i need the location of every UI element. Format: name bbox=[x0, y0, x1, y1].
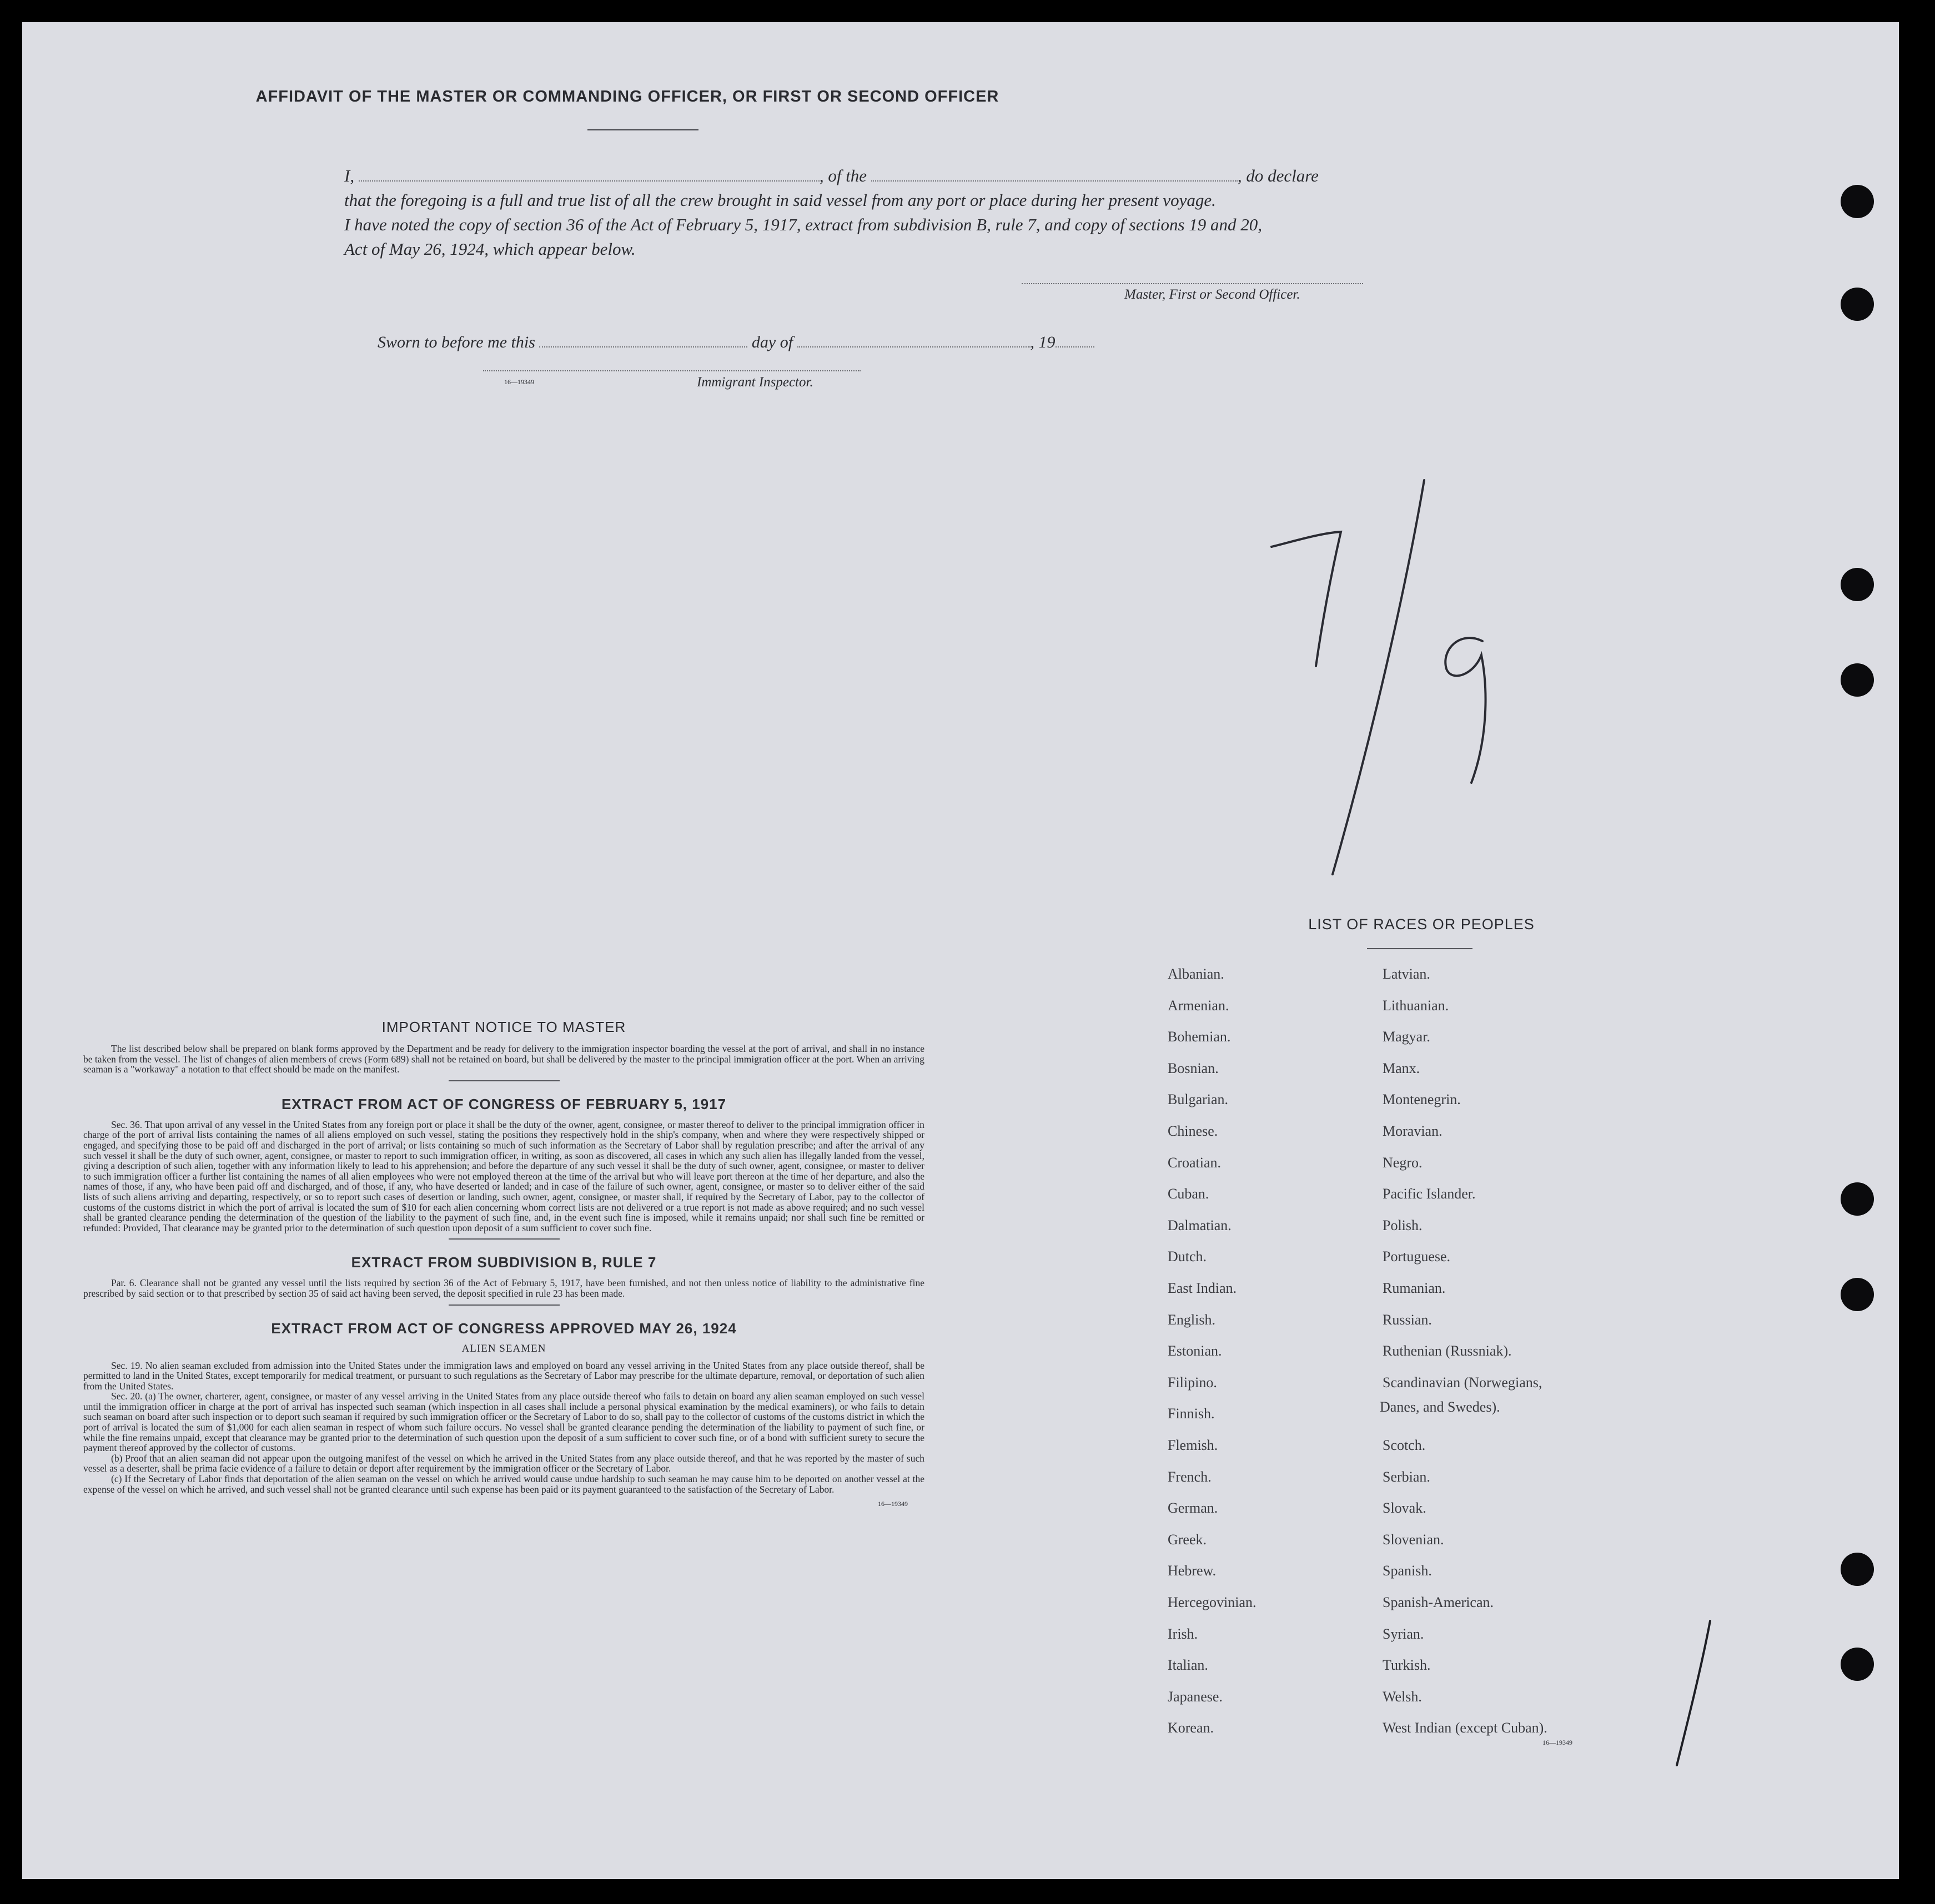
race-item: Pacific Islander. bbox=[1383, 1186, 1476, 1202]
inspector-signature-line[interactable] bbox=[483, 370, 861, 371]
punch-hole bbox=[1841, 1278, 1874, 1311]
race-item: Irish. bbox=[1168, 1626, 1198, 1642]
sec20c-text: (c) If the Secretary of Labor finds that deportation of the alien seaman on the vessel on which he arrived would cause undue hardship to such seaman he may cause him to be deported on another vessel at the expense of the vessel on which he arrived, and such vessel shall not be granted clearance until such expense has been paid or its payment guaranteed to the satisfaction of the Secretary of Labor. bbox=[83, 1473, 924, 1495]
race-item: Albanian. bbox=[1168, 966, 1224, 982]
race-item: Croatian. bbox=[1168, 1155, 1222, 1171]
race-item: Hebrew. bbox=[1168, 1563, 1217, 1579]
race-item: Slovak. bbox=[1383, 1500, 1426, 1516]
race-item: East Indian. bbox=[1168, 1280, 1237, 1296]
extract-form-number: 16—19349 bbox=[878, 1500, 908, 1508]
race-item: Dutch. bbox=[1168, 1248, 1207, 1265]
extract-1917-text: Sec. 36. That upon arrival of any vessel in the United States from any foreign port or place it shall be the duty of the owner, agent, consignee, or master thereof to deliver to the principal immigration officer in charge of the port of arrival lists containing the names of all aliens employed on such vessel, stating the positions they respectively hold in the ship's company, when and where they were respectively shipped or engaged, and specifying those to be paid off and discharged in the port of arrival; or lists containing so much of such information as the Secretary of Labor shall by regulation prescribe; and after the arrival of any such vessel it shall be the duty of such owner, agent, consignee, or master to report to such immigration officer, in writing, as soon as discovered, all cases in which any such alien has illegally landed from the vessel, giving a description of such alien, together with any information likely to lead to his apprehension; and before the departure of any such vessel it shall be the duty of such owner, agent, consignee, or master to deliver to such immigration officer a further list containing the names of all alien employees who were not employed thereon at the time of the arrival but who will leave port thereon at the time of her departure, and also the names of those, if any, who have been paid off and discharged, and of those, if any, who have deserted or landed; and in case of the failure of such owner, agent, consignee, or master so to deliver either of the said lists of such aliens arriving and departing, respectively, or so to report such cases of desertion or landing, such owner, agent, consignee, or master shall, if required by the Secretary of Labor, pay to the collector of customs of the customs district in which the port of arrival is located the sum of $10 for each alien concerning whom correct lists are not delivered or a true report is not made as above required; and no such vessel shall be granted clearance pending the determination of the question of the liability to the payment of such fine, and, in the event such fine is imposed, while it remains unpaid; nor shall such fine be remitted or refunded: Provided, That clearance may be granted prior to the determination of such question upon deposit of a sum sufficient to cover such fine. bbox=[83, 1119, 924, 1233]
divider bbox=[449, 1238, 560, 1240]
race-item: Serbian. bbox=[1383, 1469, 1430, 1485]
punch-hole bbox=[1841, 1182, 1874, 1216]
sworn-month-field[interactable] bbox=[797, 335, 1031, 347]
race-item: Japanese. bbox=[1168, 1689, 1223, 1705]
handwritten-fraction bbox=[1249, 450, 1527, 883]
punch-hole bbox=[1841, 663, 1874, 697]
punch-hole bbox=[1841, 568, 1874, 601]
declaration-text bbox=[344, 164, 1408, 261]
race-item: French. bbox=[1168, 1469, 1212, 1485]
sec20a-text: Sec. 20. (a) The owner, charterer, agent, consignee, or master of any vessel arriving in the United States from any place outside thereof who fails to detain on board any alien seaman employed on such vessel until the immigration officer in charge at the port of arrival has inspected such seaman (which inspection in all cases shall include a personal physical examination by the medical examiners), or who fails to detain such seaman on board after such inspection or to deport such seaman if required by such immigration officer or the Secretary of Labor to do so, shall pay to the collector of customs of the customs district in which the port of arrival is located the sum of $1,000 for each alien seaman in respect of whom such failure occurs. No vessel shall be granted clearance pending the determination of the liability to payment of such fine, or while the fine remains unpaid, except that clearance may be granted prior to the determination of such question upon the deposit of a sum sufficient to cover such fine, or of a bond with sufficient surety to secure the payment thereof approved by the collector of customs. bbox=[83, 1391, 924, 1454]
extract-rule7-text: Par. 6. Clearance shall not be granted any vessel until the lists required by section 36 of the Act of February 5, 1917, have been furnished, and not then unless notice of liability to the administrative fine prescribed by said section or to that prescribed by section 35 of said act having been served, the deposit specified in rule 23 has been made. bbox=[83, 1277, 924, 1299]
race-item: Magyar. bbox=[1383, 1029, 1430, 1045]
declaration-line-1: I, , of the , do declare bbox=[344, 166, 1319, 185]
punch-hole bbox=[1841, 185, 1874, 218]
race-item: Spanish. bbox=[1383, 1563, 1432, 1579]
race-item: Korean. bbox=[1168, 1720, 1214, 1736]
race-item: Russian. bbox=[1383, 1312, 1432, 1328]
sec19-text: Sec. 19. No alien seaman excluded from admission into the United States under the immigration laws and employed on board any vessel arriving in the United States from any place outside thereof, shall be permitted to land in the United States, except temporarily for medical treatment, or pursuant to such regulations as the Secretary of Labor may prescribe for the ultimate departure, removal, or deportation of such alien from the United States. bbox=[83, 1359, 924, 1392]
race-item: Dalmatian. bbox=[1168, 1217, 1232, 1233]
officer-name-field[interactable] bbox=[359, 168, 820, 182]
extract-1924-title: EXTRACT FROM ACT OF CONGRESS APPROVED MAY 26, 1924 bbox=[271, 1319, 737, 1337]
race-item: Turkish. bbox=[1383, 1657, 1431, 1673]
race-item: Scandinavian (Norwegians, bbox=[1383, 1374, 1542, 1391]
punch-hole bbox=[1841, 1553, 1874, 1586]
race-item: Syrian. bbox=[1383, 1626, 1424, 1642]
sworn-line: Sworn to before me this day of , 19 bbox=[378, 333, 1094, 352]
race-item: Spanish-American. bbox=[1383, 1594, 1494, 1610]
race-item: Montenegrin. bbox=[1383, 1091, 1461, 1107]
sworn-year-field[interactable] bbox=[1056, 335, 1094, 347]
race-item: West Indian (except Cuban). bbox=[1383, 1720, 1547, 1736]
inspector-signature-label: Immigrant Inspector. bbox=[697, 375, 813, 390]
race-item: Latvian. bbox=[1383, 966, 1430, 982]
race-item: Flemish. bbox=[1168, 1437, 1218, 1453]
handwritten-mark bbox=[1666, 1615, 1732, 1771]
race-item: Armenian. bbox=[1168, 998, 1229, 1014]
race-item: Hercegovinian. bbox=[1168, 1594, 1257, 1610]
race-item: Manx. bbox=[1383, 1060, 1420, 1076]
form-page bbox=[22, 22, 1899, 1879]
race-item: Chinese. bbox=[1168, 1123, 1218, 1139]
vessel-name-field[interactable] bbox=[871, 168, 1238, 182]
affidavit-title: AFFIDAVIT OF THE MASTER OR COMMANDING OFFICER, OR FIRST OR SECOND OFFICER bbox=[255, 88, 999, 105]
master-signature-label: Master, First or Second Officer. bbox=[1124, 287, 1300, 302]
race-item: Negro. bbox=[1383, 1155, 1423, 1171]
race-item: Rumanian. bbox=[1383, 1280, 1446, 1296]
declaration-line-3: I have noted the copy of section 36 of the Act of February 5, 1917, extract from subdivision B, rule 7, and copy of sections 19 and 20, bbox=[344, 215, 1263, 234]
affidavit-form-number: 16—19349 bbox=[504, 378, 534, 386]
punch-hole bbox=[1841, 1648, 1874, 1681]
race-item: Moravian. bbox=[1383, 1123, 1443, 1139]
race-item: Lithuanian. bbox=[1383, 998, 1449, 1014]
extract-1917-title: EXTRACT FROM ACT OF CONGRESS OF FEBRUARY 5, 1917 bbox=[281, 1095, 727, 1112]
race-item: Bulgarian. bbox=[1168, 1091, 1229, 1107]
race-item: Estonian. bbox=[1168, 1343, 1222, 1359]
handwritten-slash bbox=[1333, 480, 1424, 874]
races-title-underline bbox=[1367, 948, 1472, 949]
title-underline bbox=[587, 129, 698, 130]
race-item: Bosnian. bbox=[1168, 1060, 1219, 1076]
race-item: Cuban. bbox=[1168, 1186, 1209, 1202]
divider bbox=[449, 1080, 560, 1081]
race-item: Portuguese. bbox=[1383, 1248, 1451, 1265]
declaration-line-2: that the foregoing is a full and true list of all the crew brought in said vessel from any port or place during her present voyage. bbox=[344, 190, 1216, 210]
handwritten-nine bbox=[1445, 638, 1485, 783]
race-item: Welsh. bbox=[1383, 1689, 1422, 1705]
race-item: German. bbox=[1168, 1500, 1218, 1516]
race-item: Scotch. bbox=[1383, 1437, 1426, 1453]
race-item: English. bbox=[1168, 1312, 1215, 1328]
race-scandinavian-continuation: Danes, and Swedes). bbox=[1380, 1399, 1500, 1415]
punch-hole bbox=[1841, 288, 1874, 321]
race-item: Italian. bbox=[1168, 1657, 1208, 1673]
extract-rule7-title: EXTRACT FROM SUBDIVISION B, RULE 7 bbox=[351, 1254, 657, 1271]
extract-1924-subtitle: ALIEN SEAMEN bbox=[461, 1342, 546, 1354]
race-item: Polish. bbox=[1383, 1217, 1423, 1233]
handwritten-seven bbox=[1271, 532, 1341, 666]
notice-text: The list described below shall be prepared on blank forms approved by the Department and be ready for delivery to the immigration inspector boarding the vessel at the port of arrival, and shall in no instance be taken from the vessel. The list of changes of alien members of crews (Form 689) shall not be retained on board, but shall be delivered by the master to the principal immigration officer at the port. When an arriving seaman is a "workaway" a notation to that effect should be made on the manifest. bbox=[83, 1043, 924, 1075]
race-item: Finnish. bbox=[1168, 1406, 1215, 1422]
race-item: Greek. bbox=[1168, 1532, 1207, 1548]
sec20b-text: (b) Proof that an alien seaman did not appear upon the outgoing manifest of the vessel on which he arrived in the United States from any place outside thereof, and that he was reported by the master of such vessel as a deserter, shall be prima facie evidence of a failure to detain or deport after requirement by the immigration officer or the Secretary of Labor. bbox=[83, 1452, 924, 1474]
important-notice bbox=[83, 1019, 924, 1508]
divider bbox=[449, 1304, 560, 1306]
master-signature-line[interactable] bbox=[1022, 283, 1363, 284]
race-item: Ruthenian (Russniak). bbox=[1383, 1343, 1512, 1359]
notice-title: IMPORTANT NOTICE TO MASTER bbox=[381, 1019, 626, 1035]
declaration-line-4: Act of May 26, 1924, which appear below. bbox=[344, 239, 636, 259]
races-form-number: 16—19349 bbox=[1542, 1739, 1572, 1746]
race-item: Slovenian. bbox=[1383, 1532, 1444, 1548]
races-title: LIST OF RACES OR PEOPLES bbox=[1308, 916, 1535, 933]
race-item: Bohemian. bbox=[1168, 1029, 1231, 1045]
race-item: Filipino. bbox=[1168, 1374, 1217, 1391]
sworn-day-field[interactable] bbox=[539, 335, 747, 347]
